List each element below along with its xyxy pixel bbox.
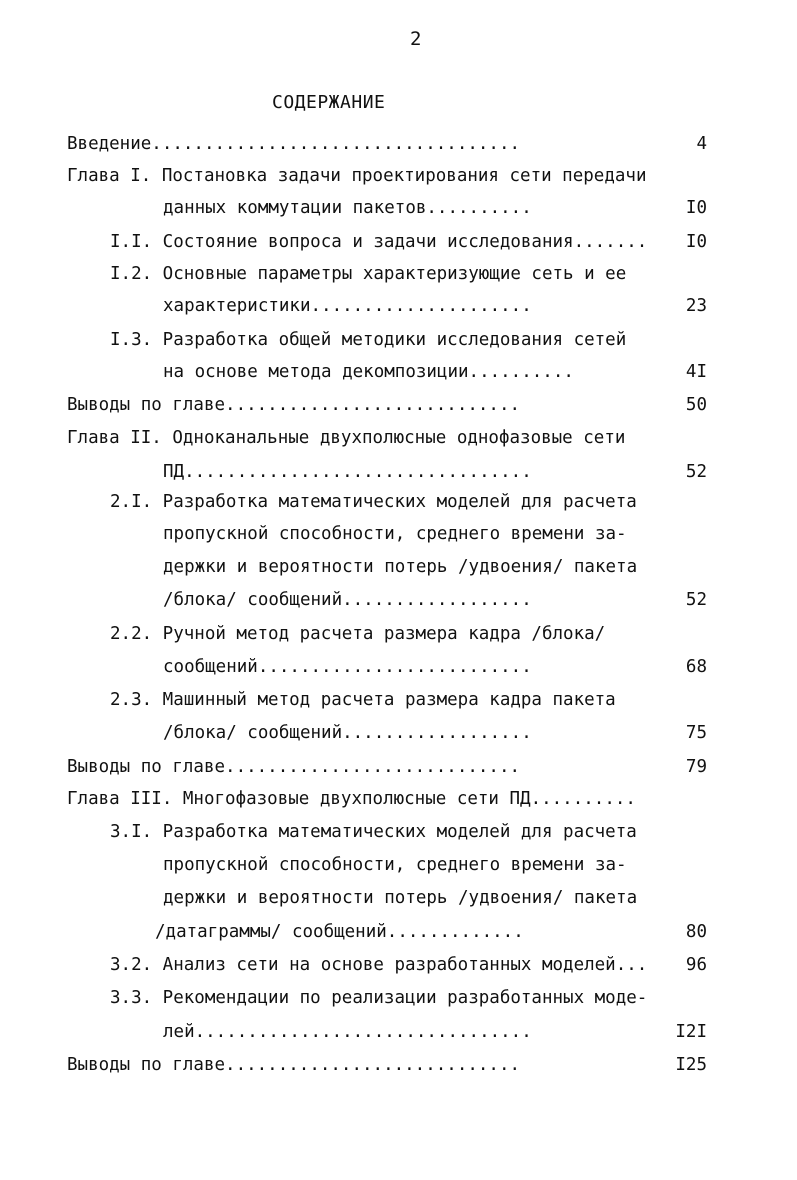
toc-entry-page: 79: [685, 757, 707, 777]
toc-entry-page: 50: [685, 395, 707, 415]
toc-entry-text: Введение...................................: [67, 134, 521, 154]
toc-entry-text: I.I. Состояние вопроса и задачи исследования.......: [110, 232, 648, 252]
toc-entry-text: ПД.................................: [163, 462, 532, 482]
toc-entry-text: 2.3. Машинный метод расчета размера кадра пакета: [110, 690, 616, 710]
page-number: 2: [410, 28, 422, 50]
toc-entry-page: I2I: [675, 1022, 707, 1042]
toc-entry-text: 3.I. Разработка математических моделей для расчета: [110, 822, 637, 842]
toc-entry-text: на основе метода декомпозиции..........: [163, 362, 574, 382]
toc-entry-page: 80: [685, 922, 707, 942]
toc-entry-page: 96: [685, 955, 707, 975]
toc-entry-text: I.2. Основные параметры характеризующие сеть и ее: [110, 264, 627, 284]
toc-entry-text: /блока/ сообщений..................: [163, 723, 532, 743]
toc-entry-text: 3.2. Анализ сети на основе разработанных моделей...: [110, 955, 648, 975]
toc-entry-text: Глава II. Одноканальные двухполюсные однофазовые сети: [67, 428, 626, 448]
toc-entry-text: Выводы по главе............................: [67, 395, 521, 415]
toc-entry-text: данных коммутации пакетов..........: [163, 198, 532, 218]
toc-entry-page: I25: [675, 1055, 707, 1075]
toc-entry-page: 4: [696, 134, 707, 154]
toc-entry-page: I0: [685, 198, 707, 218]
toc-entry-page: 52: [685, 590, 707, 610]
toc-entry-text: характеристики.....................: [163, 296, 532, 316]
toc-entry-page: 75: [685, 723, 707, 743]
toc-entry-text: Глава III. Многофазовые двухполюсные сети ПД..........: [67, 789, 636, 809]
toc-entry-page: 52: [685, 462, 707, 482]
toc-entry-text: Глава I. Постановка задачи проектирования сети передачи: [67, 166, 647, 186]
toc-entry-text: Выводы по главе............................: [67, 757, 521, 777]
toc-entry-text: Выводы по главе............................: [67, 1055, 521, 1075]
toc-entry-text: держки и вероятности потерь /удвоения/ пакета: [163, 557, 638, 577]
toc-entry-page: 68: [685, 657, 707, 677]
toc-entry-page: 23: [685, 296, 707, 316]
toc-entry-text: пропускной способности, среднего времени за-: [163, 855, 627, 875]
contents-title: СОДЕРЖАНИЕ: [272, 92, 386, 113]
toc-entry-text: 3.3. Рекомендации по реализации разработанных моде-: [110, 988, 648, 1008]
toc-entry-text: лей................................: [163, 1022, 532, 1042]
toc-entry-text: I.3. Разработка общей методики исследования сетей: [110, 330, 627, 350]
toc-entry-text: держки и вероятности потерь /удвоения/ пакета: [163, 888, 638, 908]
toc-entry-text: пропускной способности, среднего времени за-: [163, 524, 627, 544]
toc-entry-text: /датаграммы/ сообщений.............: [155, 922, 524, 942]
toc-entry-page: 4I: [685, 362, 707, 382]
toc-entry-text: /блока/ сообщений..................: [163, 590, 532, 610]
toc-entry-text: 2.2. Ручной метод расчета размера кадра /блока/: [110, 624, 606, 644]
toc-entry-text: сообщений..........................: [163, 657, 532, 677]
toc-entry-page: I0: [685, 232, 707, 252]
toc-entry-text: 2.I. Разработка математических моделей для расчета: [110, 492, 637, 512]
